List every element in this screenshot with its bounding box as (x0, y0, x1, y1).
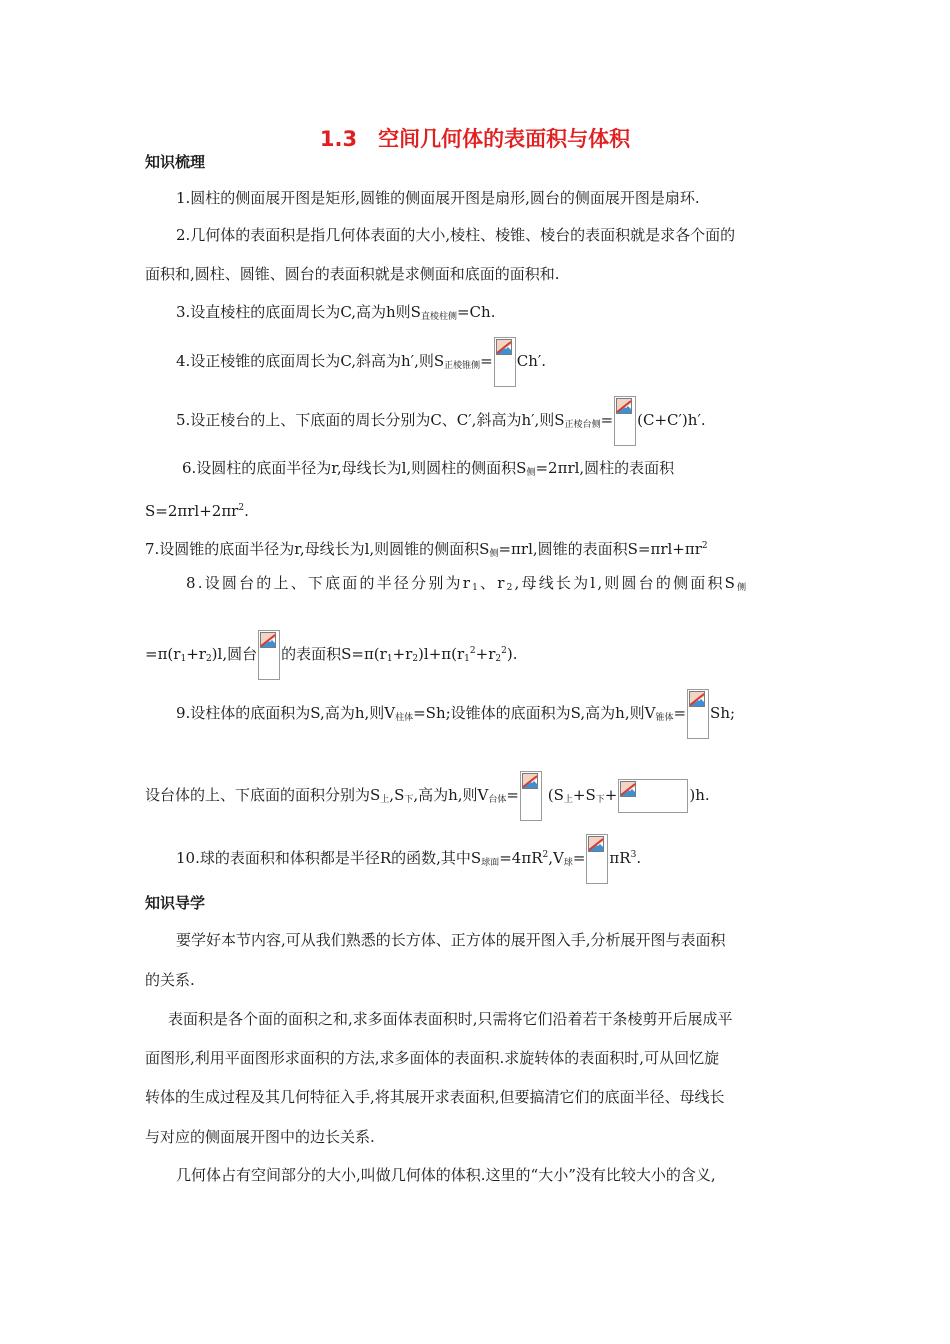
guide-paragraph-2-line-3: 转体的生成过程及其几何特征入手,将其展开求表面积,但要搞清它们的底面半径、母线长 (145, 1088, 725, 1106)
guide-paragraph-1-cont: 的关系. (145, 971, 195, 989)
item-8-cont: $=\pi(r_1+r_2)l$,圆台 的表面积$S=\pi(r_1+r_2)l+\pi(r_1^2+r_2^2)$. (145, 626, 517, 684)
item-5: 5.设正棱台的上、下底面的周长分别为C、C′,斜高为h′,则$S_{正棱台侧}=$ (C+C′)h′. (176, 395, 706, 450)
item-8: 8.设圆台的上、下底面的半径分别为$r_1$、$r_2$,母线长为l,则圆台的侧面积$S_侧$ (186, 574, 749, 593)
broken-image-icon (618, 779, 688, 813)
guide-paragraph-2: 表面积是各个面的面积之和,求多面体表面积时,只需将它们沿着若干条棱剪开后展成平 (168, 1010, 733, 1028)
broken-image-icon (520, 771, 542, 821)
broken-image-icon (494, 337, 516, 387)
item-2: 2.几何体的表面积是指几何体表面的大小,棱柱、棱锥、棱台的表面积就是求各个面的 (176, 226, 736, 244)
guide-paragraph-2-line-4: 与对应的侧面展开图中的边长关系. (145, 1128, 375, 1146)
item-1: 1.圆柱的侧面展开图是矩形,圆锥的侧面展开图是扇形,圆台的侧面展开图是扇环. (176, 189, 700, 207)
guide-paragraph-2-line-2: 面图形,利用平面图形求面积的方法,求多面体的表面积.求旋转体的表面积时,可从回忆旋 (145, 1049, 720, 1067)
section-heading-review: 知识梳理 (145, 153, 206, 171)
broken-image-icon (586, 834, 608, 884)
broken-image-icon (687, 689, 709, 739)
broken-image-icon (614, 396, 636, 446)
guide-paragraph-1: 要学好本节内容,可从我们熟悉的长方体、正方体的展开图入手,分析展开图与表面积 (176, 931, 726, 949)
item-2-cont: 面积和,圆柱、圆锥、圆台的表面积就是求侧面和底面的面积和. (145, 265, 560, 283)
broken-image-icon (258, 630, 280, 680)
item-4: 4.设正棱锥的底面周长为C,斜高为h′,则$S_{正棱锥侧}=$ Ch′. (176, 336, 546, 391)
item-9: 9.设柱体的底面积为S,高为h,则$V_{柱体}=Sh$;设锥体的底面积为S,高为h,则$V_{锥体}=$ Sh; (176, 688, 735, 743)
item-9-cont: 设台体的上、下底面的面积分别为$S_上,S_下$,高为h,则$V_{台体}=$ ($S_上+S_下+$ )h. (145, 770, 710, 825)
item-7: 7.设圆锥的底面半径为r,母线长为l,则圆锥的侧面积$S_侧=\pi rl$,圆锥的表面积$S=\pi rl+\pi r^2$ (145, 540, 708, 559)
guide-paragraph-3: 几何体占有空间部分的大小,叫做几何体的体积.这里的“大小”没有比较大小的含义, (176, 1166, 716, 1184)
item-6: 6.设圆柱的底面半径为r,母线长为l,则圆柱的侧面积$S_侧=2\pi rl$,圆柱的表面积 (182, 459, 675, 478)
item-3: 3.设直棱柱的底面周长为C,高为h则$S_{直棱柱侧}=Ch$. (176, 303, 496, 322)
section-heading-guide: 知识导学 (145, 894, 206, 912)
item-10: 10.球的表面积和体积都是半径R的函数,其中$S_{球面}=4\pi R^2,V_球=$ $\pi R^3$. (176, 830, 641, 888)
item-6-cont: $S=2\pi rl+2\pi r^2$. (145, 502, 249, 520)
page-title: 1.3 空间几何体的表面积与体积 (319, 127, 631, 151)
